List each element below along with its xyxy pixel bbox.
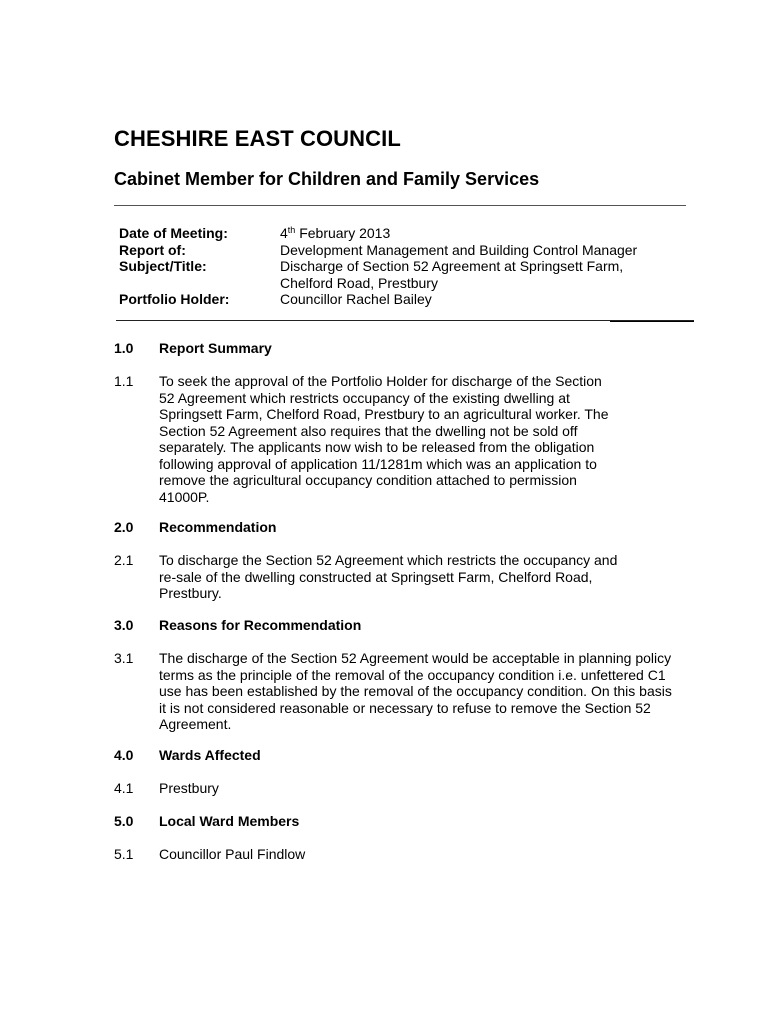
section-title: Reasons for Recommendation (159, 617, 362, 633)
text-line: Section 52 Agreement also requires that the dwelling not be sold off (159, 422, 578, 439)
section-number: 4.0 (114, 747, 134, 763)
section-title: Recommendation (159, 519, 277, 535)
portfolio-value: Councillor Rachel Bailey (280, 291, 432, 307)
text-line: 52 Agreement which restricts occupancy of the existing dwelling at (159, 389, 570, 406)
text-line: 41000P. (159, 488, 210, 505)
text-line: terms as the principle of the removal of the occupancy condition i.e. unfettered C1 (159, 666, 666, 683)
text-line: Springsett Farm, Chelford Road, Prestbury to an agricultural worker. The (159, 406, 609, 422)
text-line: Prestbury (159, 780, 219, 796)
council-title: CHESHIRE EAST COUNCIL (114, 126, 401, 151)
text-line: remove the agricultural occupancy condition attached to permission (159, 472, 577, 488)
section-title: Wards Affected (159, 747, 261, 763)
portfolio-label: Portfolio Holder: (119, 291, 230, 307)
section-title: Report Summary (159, 340, 272, 356)
text-line: To discharge the Section 52 Agreement which restricts the occupancy and (159, 552, 618, 568)
paragraph-number: 5.1 (114, 846, 134, 862)
text-line: Prestbury. (159, 585, 222, 601)
bottom-divider (116, 320, 694, 321)
text-line: To seek the approval of the Portfolio Holder for discharge of the Section (159, 373, 602, 389)
text-line: The discharge of the Section 52 Agreement would be acceptable in planning policy (159, 650, 672, 666)
paragraph-text (159, 846, 305, 863)
section-title: Local Ward Members (159, 813, 300, 829)
top-divider (114, 205, 686, 206)
section-number: 2.0 (114, 519, 134, 535)
section-number: 1.0 (114, 340, 134, 356)
paragraph-text (159, 552, 617, 602)
date-day: 4 (280, 225, 288, 241)
report-value: Development Management and Building Control Manager (280, 241, 638, 258)
text-line: separately. The applicants now wish to be released from the obligation (159, 439, 595, 455)
paragraph-number: 2.1 (114, 552, 134, 568)
text-line: Councillor Paul Findlow (159, 846, 306, 862)
date-rest: February 2013 (295, 225, 391, 241)
paragraph-number: 4.1 (114, 780, 134, 796)
date-value (280, 225, 390, 242)
text-line: following approval of application 11/1281m which was an application to (159, 455, 597, 472)
date-label: Date of Meeting: (119, 225, 228, 241)
date-suffix: th (287, 225, 296, 235)
section-number: 3.0 (114, 617, 134, 633)
text-line: re-sale of the dwelling constructed at Springsett Farm, Chelford Road, (159, 568, 593, 585)
paragraph-text (159, 373, 609, 505)
text-line: it is not considered reasonable or necessary to refuse to remove the Section 52 (159, 699, 651, 716)
paragraph-text (159, 780, 219, 797)
cabinet-subtitle: Cabinet Member for Children and Family Services (114, 169, 540, 189)
text-line: Agreement. (159, 716, 232, 732)
paragraph-number: 1.1 (114, 373, 134, 389)
paragraph-number: 3.1 (114, 650, 134, 666)
section-number: 5.0 (114, 813, 134, 829)
subject-value-line2: Chelford Road, Prestbury (280, 274, 438, 291)
subject-label: Subject/Title: (119, 258, 207, 274)
report-label: Report of: (119, 241, 186, 258)
text-line: use has been established by the removal of the occupancy condition. On this basis (159, 683, 672, 699)
subject-value-line1: Discharge of Section 52 Agreement at Springsett Farm, (280, 258, 624, 274)
paragraph-text (159, 650, 672, 733)
